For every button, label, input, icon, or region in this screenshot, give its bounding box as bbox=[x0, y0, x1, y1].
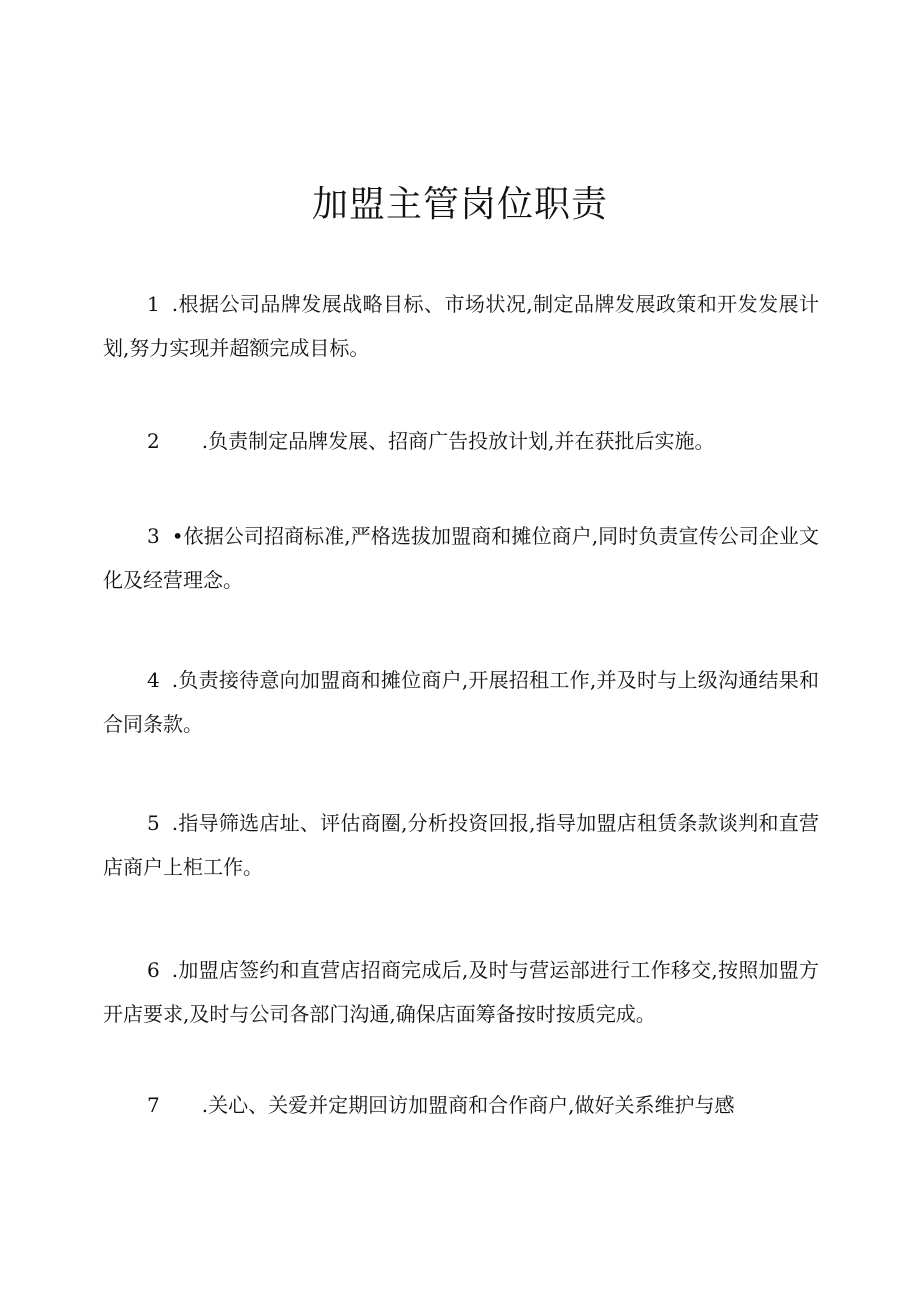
item-number: 5 bbox=[147, 811, 160, 835]
duty-item-6 bbox=[103, 948, 819, 1036]
item-separator: . bbox=[201, 1093, 209, 1117]
item-number: 7 bbox=[147, 1093, 160, 1117]
duty-item-2 bbox=[103, 419, 819, 463]
item-separator: . bbox=[171, 668, 179, 692]
item-text: 根据公司品牌发展战略目标、市场状况,制定品牌发展政策和开发发展计划,努力实现并超额完成目标。 bbox=[103, 292, 819, 360]
item-number: 2 bbox=[147, 429, 160, 453]
item-text: 指导筛选店址、评估商圈,分析投资回报,指导加盟店租赁条款谈判和直营店商户上柜工作。 bbox=[103, 811, 819, 879]
item-number: 1 bbox=[147, 292, 160, 316]
item-text: 负责制定品牌发展、招商广告投放计划,并在获批后实施。 bbox=[208, 429, 715, 453]
item-number: 4 bbox=[147, 668, 160, 692]
duty-item-4 bbox=[103, 658, 819, 746]
duty-item-7 bbox=[103, 1083, 819, 1127]
item-text: 依据公司招商标准,严格选拔加盟商和摊位商户,同时负责宣传公司企业文化及经营理念。 bbox=[103, 524, 819, 592]
duty-item-5 bbox=[103, 801, 819, 889]
duty-item-1 bbox=[103, 282, 819, 370]
item-separator: . bbox=[171, 811, 179, 835]
item-separator: . bbox=[201, 429, 209, 453]
item-separator: • bbox=[171, 524, 184, 548]
item-separator: . bbox=[171, 292, 179, 316]
item-separator: . bbox=[171, 958, 179, 982]
document-title: 加盟主管岗位职责 bbox=[311, 184, 608, 225]
item-text: 加盟店签约和直营店招商完成后,及时与营运部进行工作移交,按照加盟方开店要求,及时与公司各部门沟通,确保店面筹备按时按质完成。 bbox=[103, 958, 819, 1026]
item-text: 关心、关爱并定期回访加盟商和合作商户,做好关系维护与感 bbox=[208, 1093, 735, 1117]
item-text: 负责接待意向加盟商和摊位商户,开展招租工作,并及时与上级沟通结果和合同条款。 bbox=[103, 668, 819, 736]
item-number: 3 bbox=[147, 524, 160, 548]
duty-item-3 bbox=[103, 514, 819, 602]
item-number: 6 bbox=[147, 958, 160, 982]
